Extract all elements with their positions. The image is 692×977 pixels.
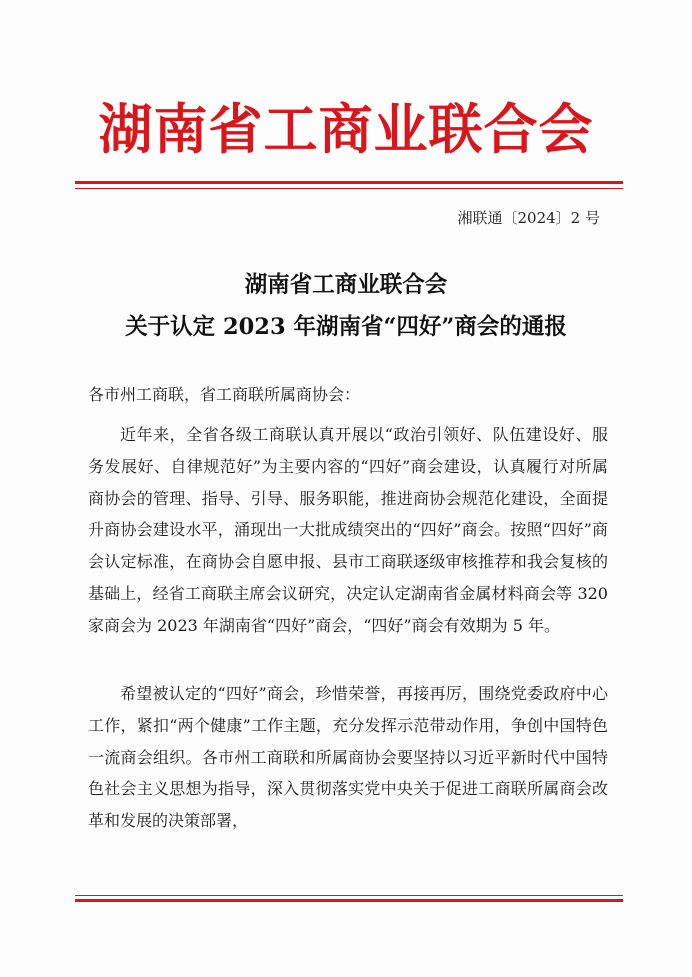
document-title-line-2: 关于认定 2023 年湖南省“四好”商会的通报: [125, 314, 567, 340]
document-title-line-1: 湖南省工商业联合会: [244, 272, 448, 298]
masthead-org-name: 湖南省工商业联合会: [98, 98, 594, 161]
masthead-red-rule-thin: [75, 188, 623, 189]
footer-red-rule-thick: [75, 899, 623, 902]
salutation: 各市州工商联，省工商联所属商协会：: [88, 385, 361, 404]
masthead-red-rule-thick: [75, 181, 623, 184]
body-paragraph: 近年来，全省各级工商联认真开展以“政治引领好、队伍建设好、服务发展好、自律规范好”为主要内容的“四好”商会建设，认真履行对所属商协会的管理、指导、引导、服务职能，推进商协会规范化建设，全面提升商协会建设水平，涌现出一大批成绩突出的“四好”商会。按照“四好”商会认定标准，在商协会自愿申报、县市工商联逐级审核推荐和我会复核的基础上，经省工商联主席会议研究，决定认定湖南省金属材料商会等 320 家商会为 2023 年湖南省“四好”商会，“四好”商会有效期为 5 年。: [88, 425, 608, 635]
body-paragraph: 希望被认定的“四好”商会，珍惜荣誉，再接再厉，围绕党委政府中心工作，紧扣“两个健康”工作主题，充分发挥示范带动作用，争创中国特色一流商会组织。各市州工商联和所属商协会要坚持以习近平新时代中国特色社会主义思想为指导，深入贯彻落实党中央关于促进工商联所属商会改革和发展的决策部署，: [88, 684, 608, 831]
document-number: 湘联通〔2024〕2 号: [457, 209, 600, 227]
footer-red-rule-thin: [75, 895, 623, 896]
